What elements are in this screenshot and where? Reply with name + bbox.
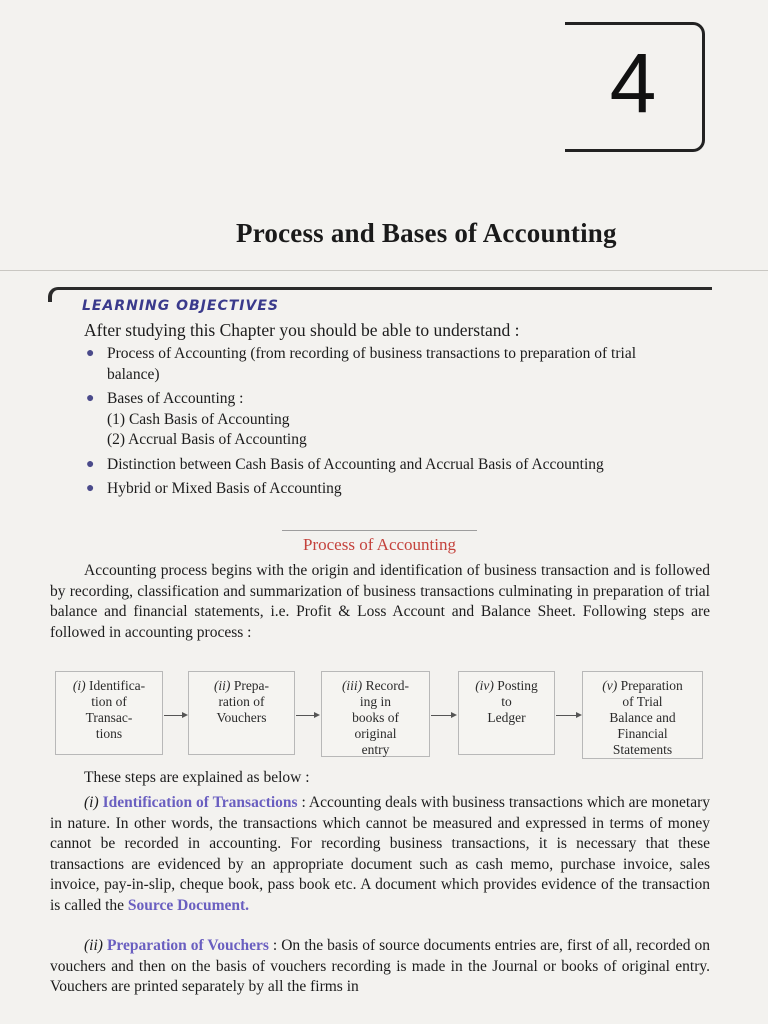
flow-arrow bbox=[164, 715, 186, 716]
step-number: (ii) bbox=[213, 678, 231, 693]
bullet-icon: ● bbox=[86, 346, 95, 361]
explained-intro-text: These steps are explained as below : bbox=[84, 769, 310, 786]
point-text: : On the basis of source documents entries are, first of all, recorded on vouchers and then on the basis of vouchers recording is made in the Journal or books of original entry. Vouchers are printed separately by all the firms in bbox=[50, 937, 711, 995]
step-label: Identifica- tion of Transac- tions bbox=[85, 678, 146, 741]
list-item-text: Distinction between Cash Basis of Accounting and Accrual Basis of Accounting bbox=[107, 455, 604, 473]
point-text: : Accounting deals with business transactions which are monetary in nature. In other words, the transactions which cannot be measured and expressed in terms of money cannot be recorded in accounting. For recording business transactions, it is necessary that these transactions are evidenced by an appropriate document such as cash memo, purchase invoice, sales invoice, pay-in-slip, cheque book, pass book etc. A document which provides evidence of the transaction is called the bbox=[50, 794, 711, 914]
list-item-text: Process of Accounting (from recording of business transactions to preparation of trial balance) bbox=[107, 345, 637, 383]
step-number: (i) bbox=[72, 678, 86, 693]
point-vouchers bbox=[50, 936, 710, 998]
flow-step-1 bbox=[55, 671, 163, 755]
page-divider bbox=[0, 270, 768, 271]
list-subitem: (1) Cash Basis of Accounting bbox=[107, 410, 290, 428]
list-subitem: (2) Accrual Basis of Accounting bbox=[107, 431, 307, 448]
bullet-icon: ● bbox=[86, 481, 95, 496]
section-rule bbox=[282, 530, 477, 531]
flow-arrow bbox=[556, 715, 580, 716]
step-number: (iii) bbox=[341, 678, 363, 693]
list-item-text: Bases of Accounting : bbox=[107, 390, 244, 407]
learning-objectives-intro: After studying this Chapter you should be able to understand : bbox=[84, 320, 520, 340]
list-item bbox=[84, 455, 644, 476]
step-label: Preparation of Trial Balance and Financial Statements bbox=[609, 678, 683, 757]
point-title: Identification of Transactions bbox=[102, 794, 298, 811]
step-number: (iv) bbox=[475, 678, 494, 693]
flow-step-2 bbox=[188, 671, 295, 755]
list-item bbox=[84, 479, 644, 500]
intro-paragraph-text: Accounting process begins with the origin and identification of business transaction and is followed by recording, classification and summarization of business transactions culminating in preparation of trial balance and financial statements, i.e. Profit & Loss Account and Balance Sheet. Following steps are followed in accounting process : bbox=[50, 562, 710, 641]
step-label: Prepa- ration of Vouchers bbox=[216, 678, 270, 725]
source-document-term: Source Document. bbox=[127, 896, 250, 914]
explained-intro bbox=[50, 768, 710, 789]
step-number: (v) bbox=[602, 678, 618, 693]
flow-step-5 bbox=[582, 671, 703, 759]
section-heading: Process of Accounting bbox=[303, 535, 456, 554]
chapter-number: 4 bbox=[609, 36, 657, 130]
flow-arrow bbox=[296, 715, 318, 716]
bullet-icon: ● bbox=[86, 391, 95, 406]
flow-arrow bbox=[431, 715, 455, 716]
list-item bbox=[84, 344, 644, 385]
point-number: (i) bbox=[84, 794, 99, 811]
point-title: Preparation of Vouchers bbox=[106, 937, 269, 954]
learning-objectives-heading: LEARNING OBJECTIVES bbox=[82, 298, 279, 314]
list-item-text: Hybrid or Mixed Basis of Accounting bbox=[107, 480, 342, 497]
learning-objectives-list bbox=[84, 344, 644, 504]
chapter-title: Process and Bases of Accounting bbox=[236, 218, 617, 248]
flow-step-4 bbox=[458, 671, 555, 755]
point-number: (ii) bbox=[84, 937, 103, 954]
bullet-icon: ● bbox=[86, 456, 95, 472]
flow-step-3 bbox=[321, 671, 430, 757]
point-identification bbox=[50, 793, 710, 916]
intro-paragraph bbox=[50, 561, 710, 643]
list-item bbox=[84, 389, 644, 451]
step-label: Record- ing in books of original entry bbox=[352, 678, 410, 757]
step-label: Posting to Ledger bbox=[487, 678, 538, 725]
